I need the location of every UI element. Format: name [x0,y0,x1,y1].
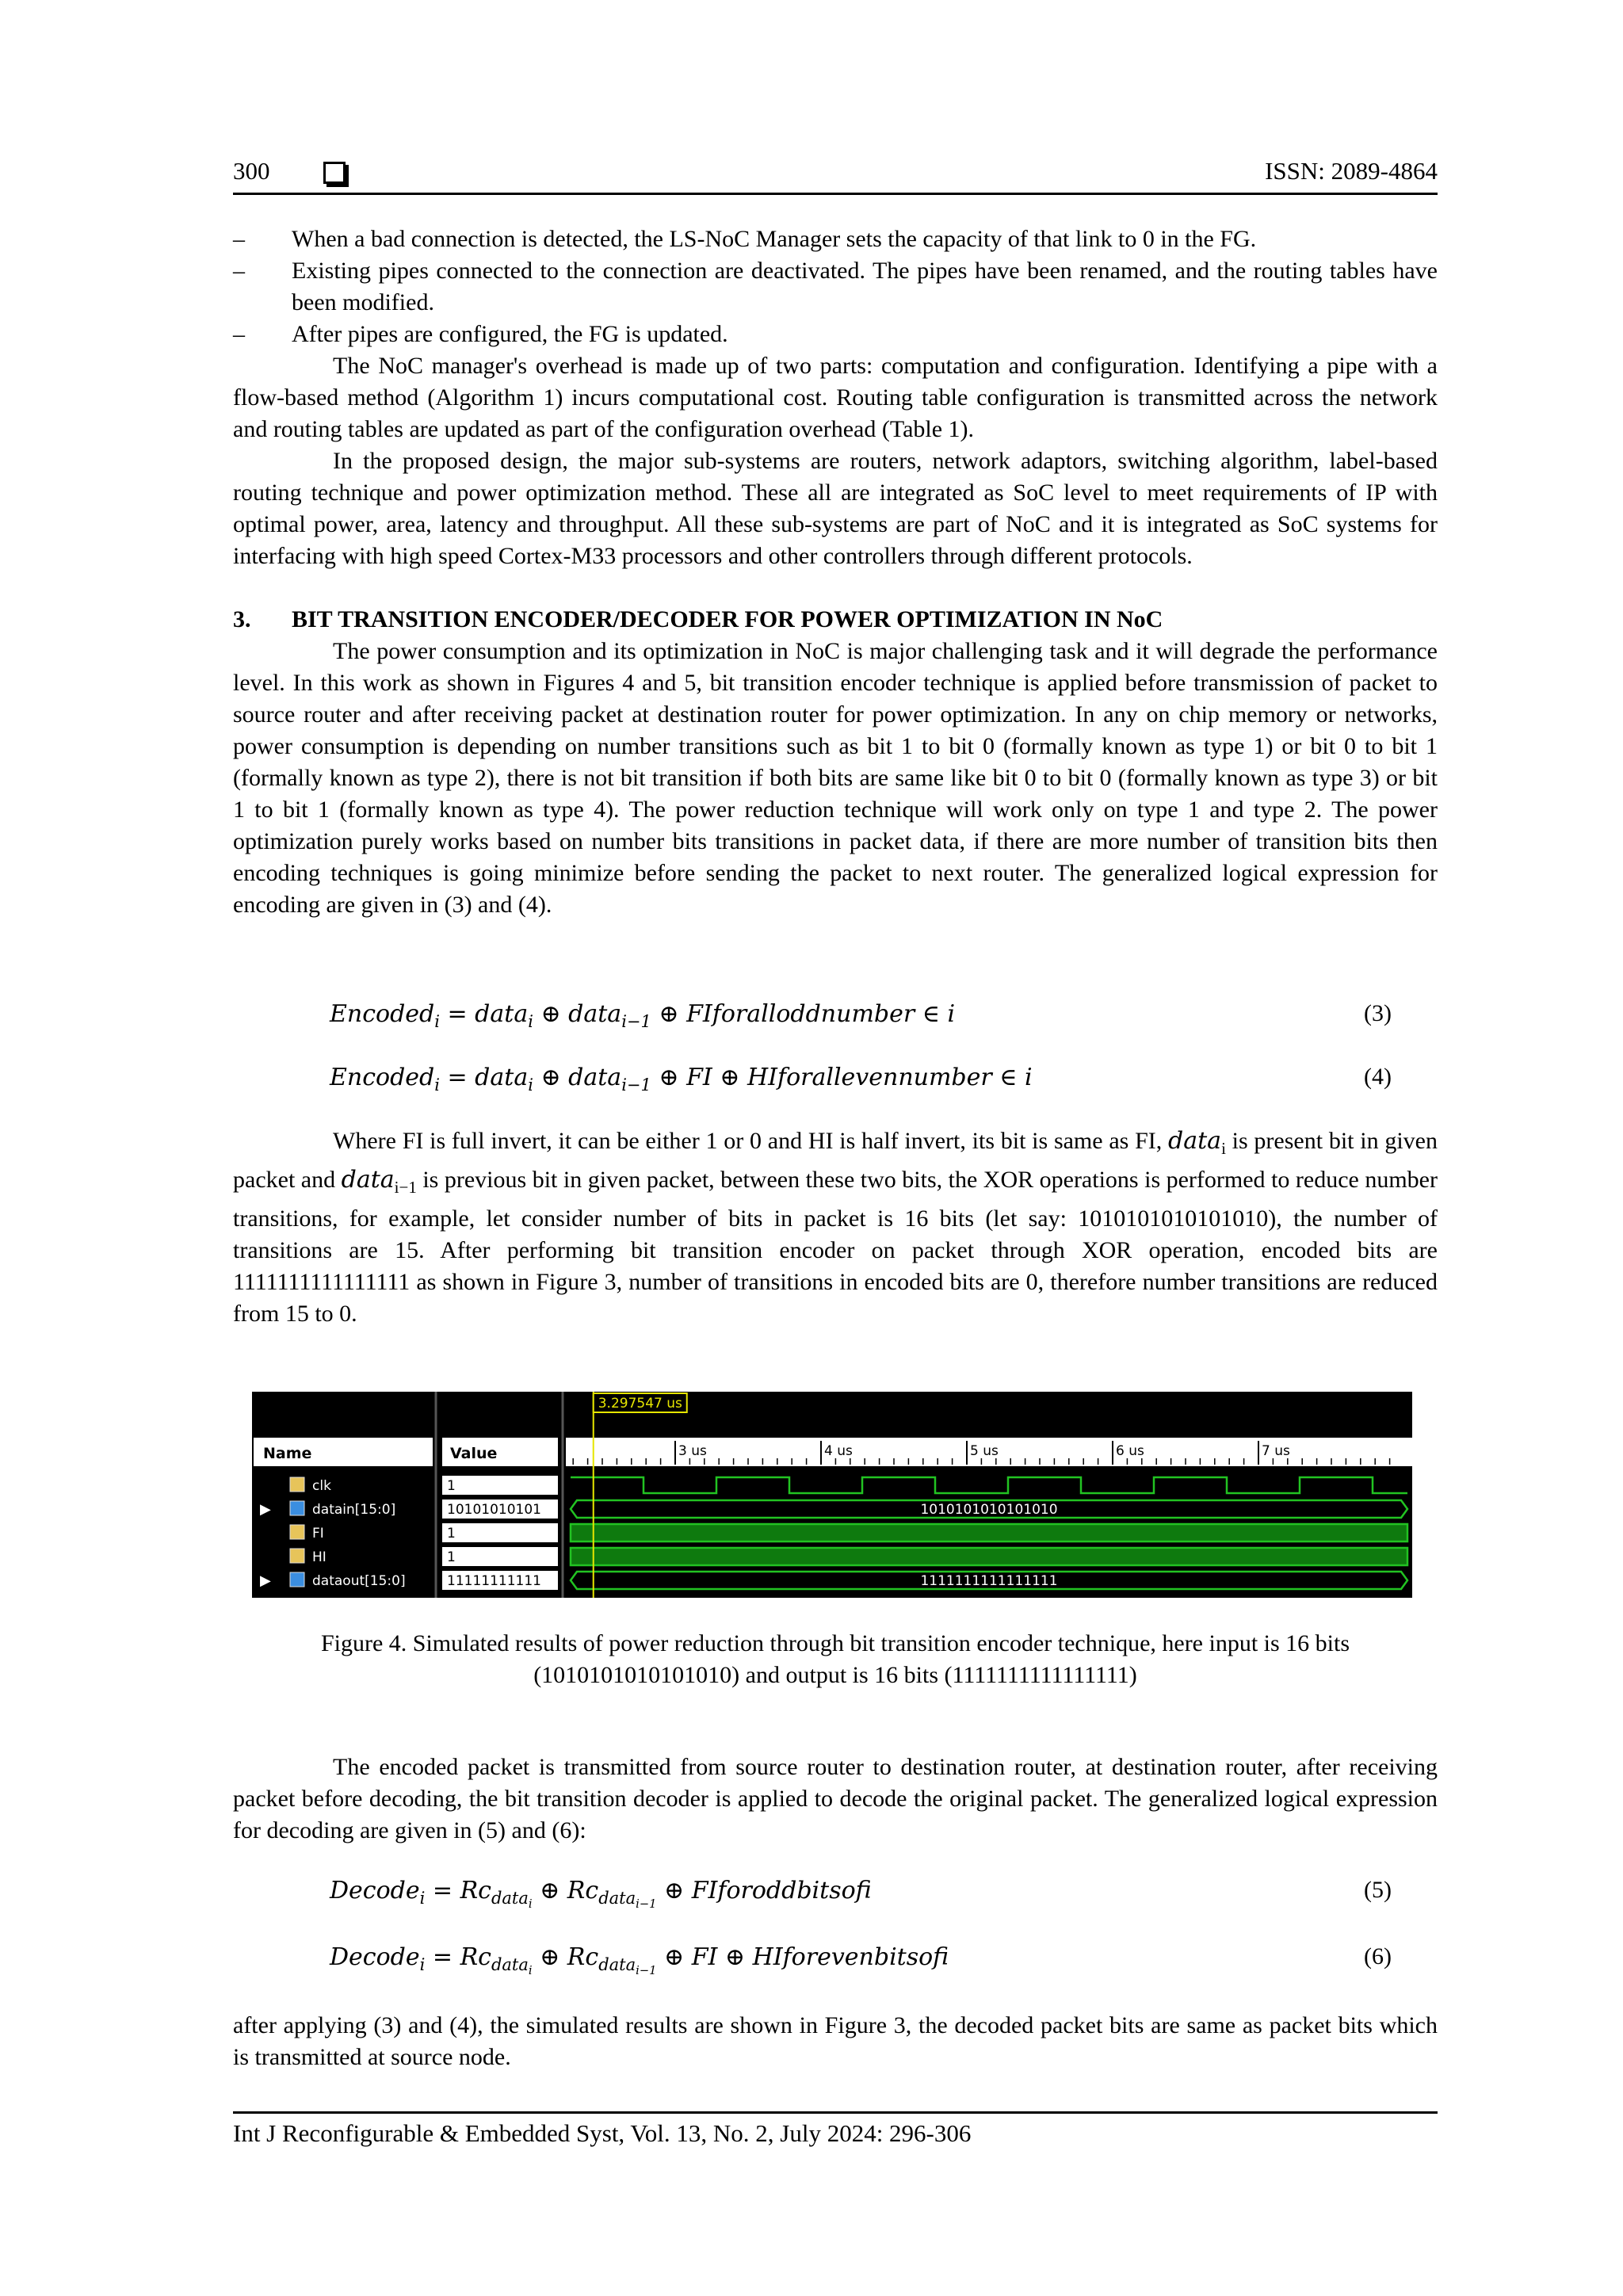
bus-value: 1010101010101010 [920,1502,1058,1518]
wave-panel [566,1392,1412,1598]
checkbox-square-icon [323,162,346,184]
expand-arrow-icon: ▶ [260,1572,271,1589]
paragraph: The NoC manager's overhead is made up of two parts: computation and configuration. Identifying a pipe with a flow-based method (Algorithm 1) incurs computational cost. Routing table configuration is transmitted across the network and routing tables are updated as part of the configuration overhead (Table 1). [233,353,1438,442]
signal-name: FI [312,1526,324,1541]
decode-paragraph: The encoded packet is transmitted from source router to destination router, at destination router, after receiving packet before decoding, the bit transition decoder is applied to decode the original packet. The generalized logical expression for decoding are given in (5) and (6): [233,1754,1438,1843]
signal-value: 1 [447,1478,456,1494]
signal-icon [290,1477,304,1492]
signal-icon [290,1501,304,1515]
equation-number: (3) [1364,1000,1392,1026]
figure-caption: Figure 4. Simulated results of power reduction through bit transition encoder technique, here input is 16 bits (1010101010101010) and output is 16 bits (1111111111111111) [320,1630,1350,1688]
time-tick-label: 7 us [1262,1443,1290,1459]
bullet-dash: – [233,258,245,284]
signal-name: datain[15:0] [312,1502,396,1518]
signal-icon [290,1525,304,1539]
name-column-header: Name [263,1445,312,1462]
signal-high-waveform [571,1524,1407,1541]
equation-3: Encoded$_i$ = data$_i$ ⊕ data$_{i-1}$ ⊕ FIforalloddnumber ∈ i (3) [330,1000,1392,1031]
value-cell [442,1476,558,1495]
bullet-item: – After pipes are configured, the FG is updated. [233,319,1438,350]
time-tick-label: 6 us [1116,1443,1144,1459]
signal-high-waveform [571,1548,1407,1565]
waveform-figure [252,1392,1412,1598]
header-rule [233,193,1438,195]
waveform-svg [252,1392,1412,1598]
equation-number: (5) [1364,1877,1392,1903]
bullet-dash: – [233,321,245,347]
issn: ISSN: 2089-4864 [1265,157,1438,185]
signal-value: 1 [447,1526,456,1541]
equation-6: Decode$_i$ = $Rc_{data_i}$ ⊕ $Rc_{data_{i-1}}$ ⊕ FI ⊕ HIforevenbitsofi (6) [330,1943,1392,1978]
signal-value: 11111111111 [447,1573,541,1589]
page-header [233,152,1438,192]
paragraph: The power consumption and its optimization in NoC is major challenging task and it will degrade the performance level. In this work as shown in Figures 4 and 5, bit transition encoder technique is applied before transmission of packet to source router and after receiving packet at destination router for power optimization. In any on chip memory or networks, power consumption is depending on number transitions such as bit 1 to bit 0 (formally known as type 1) or bit 0 to bit 1 (formally known as type 2), there is not bit transition if both bits are same like bit 0 to bit 0 (formally known as type 3) or bit 1 to bit 1 (formally known as type 4). The power reduction technique will work only on type 1 and type 2. The power optimization purely works based on number bits transitions in packet data, if there are more number of transition bits then encoding techniques is going minimize before sending the packet to next router. The generalized logical expression for encoding are given in (3) and (4). [233,638,1438,918]
name-panel [252,1392,434,1598]
bullet-item: – When a bad connection is detected, the LS-NoC Manager sets the capacity of that link to 0 in the FG. [233,223,1438,255]
section-heading: 3. BIT TRANSITION ENCODER/DECODER FOR POWER OPTIMIZATION IN NoC [233,606,1163,632]
signal-icon [290,1572,304,1587]
equation-5: Decode$_i$ = $Rc_{data_i}$ ⊕ $Rc_{data_{i-1}}$ ⊕ FIforoddbitsofi (5) [330,1877,1392,1912]
equation-number: (4) [1364,1064,1392,1090]
time-tick-label: 4 us [824,1443,853,1459]
footer-rule [233,2111,1438,2114]
value-cell [442,1547,558,1566]
bullet-dash: – [233,226,245,252]
time-tick-label: 3 us [678,1443,707,1459]
signal-name: clk [312,1478,331,1494]
signal-value: 1 [447,1549,456,1565]
page-number: 300 [233,157,270,185]
equation-number: (6) [1364,1943,1392,1969]
signal-name: HI [312,1549,327,1565]
equation-4: Encoded$_i$ = data$_i$ ⊕ data$_{i-1}$ ⊕ FI ⊕ HIforallevennumber ∈ i (4) [330,1064,1392,1095]
top-text-block [233,223,1438,921]
time-tick-label: 5 us [970,1443,999,1459]
cursor-time-label: 3.297547 us [598,1396,682,1412]
value-column-header: Value [450,1445,498,1462]
page-footer: Int J Reconfigurable & Embedded Syst, Vol. 13, No. 2, July 2024: 296-306 [233,2119,972,2147]
expand-arrow-icon: ▶ [260,1501,271,1518]
signal-icon [290,1549,304,1563]
paragraph: In the proposed design, the major sub-systems are routers, network adaptors, switching algorithm, label-based routing technique and power optimization method. These all are integrated as SoC level to meet requirements of IP with optimal power, area, latency and throughput. All these sub-systems are part of NoC and it is integrated as SoC systems for interfacing with high speed Cortex-M33 processors and other controllers through different protocols. [233,448,1438,569]
signal-name: dataout[15:0] [312,1573,406,1589]
bullet-item: – Existing pipes connected to the connection are deactivated. The pipes have been renamed, and the routing tables have been modified. [233,255,1438,319]
signal-value: 10101010101 [447,1502,541,1518]
where-paragraph: Where FI is full invert, it can be either 1 or 0 and HI is half invert, its bit is same as FI, data$_i$ is present bit in given packet and data$_{i-1}$ is previous bit in given packet, between these two bits, the XOR operations is performed to reduce number transitions, for example, let consider number of bits in packet is 16 bits (let say: 1010101010101010), the number of transitions are 15. After performing bit transition encoder on packet through XOR operation, encoded bits are 1111111111111111 as shown in Figure 3, number of transitions in encoded bits are 0, therefore number transitions are reduced from 15 to 0. [233,1127,1438,1327]
final-paragraph: after applying (3) and (4), the simulated results are shown in Figure 3, the decoded packet bits are same as packet bits which is transmitted at source node. [233,2012,1438,2070]
value-cell [442,1523,558,1542]
bus-value: 1111111111111111 [920,1573,1058,1589]
